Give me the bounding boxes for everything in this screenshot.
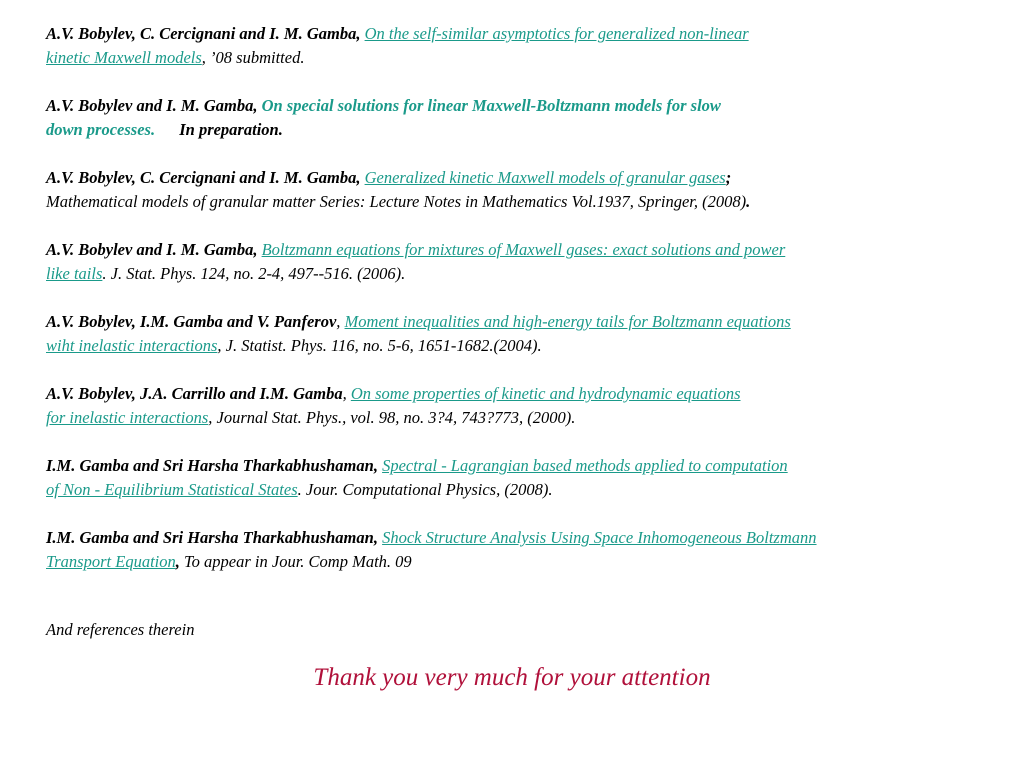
ref-authors: A.V. Bobylev, C. Cercignani and I. M. Gamba,	[46, 168, 361, 187]
ref-title-link[interactable]: Shock Structure Analysis Using Space Inhomogeneous Boltzmann	[382, 528, 817, 547]
ref-title-link-cont[interactable]: Transport Equation	[46, 552, 176, 571]
ref-title-link-cont[interactable]: wiht inelastic interactions	[46, 336, 218, 355]
ref-details: To appear in Jour. Comp Math. 09	[179, 552, 412, 571]
ref-details: , Journal Stat. Phys., vol. 98, no. 3?4, 743?773, (2000).	[208, 408, 576, 427]
ref-authors: A.V. Bobylev and I. M. Gamba,	[46, 240, 258, 259]
ref-details: . J. Stat. Phys. 124, no. 2-4, 497--516. (2006).	[102, 264, 406, 283]
ref-authors: A.V. Bobylev, C. Cercignani and I. M. Gamba,	[46, 24, 361, 43]
ref-separator: ,	[342, 384, 351, 403]
ref-details: Mathematical models of granular matter Series: Lecture Notes in Mathematics Vol.1937, Springer, (2008)	[46, 192, 747, 211]
ref-title-link[interactable]: On some properties of kinetic and hydrodynamic equations	[350, 384, 741, 403]
ref-details: , J. Statist. Phys. 116, no. 5-6, 1651-1682.(2004).	[217, 336, 542, 355]
reference-item	[46, 454, 1006, 502]
ref-title-link[interactable]: Spectral - Lagrangian based methods applied to computation	[382, 456, 788, 475]
ref-title-link-cont[interactable]: for inelastic interactions	[46, 408, 209, 427]
thank-you-message: Thank you very much for your attention	[313, 664, 711, 691]
reference-item	[46, 526, 1006, 574]
ref-separator: ;	[725, 168, 732, 187]
ref-separator: ,	[336, 312, 345, 331]
ref-authors: I.M. Gamba and Sri Harsha Tharkabhushaman,	[46, 528, 378, 547]
ref-details: . Jour. Computational Physics, (2008).	[297, 480, 553, 499]
ref-title-link-cont[interactable]: of Non - Equilibrium Statistical States	[46, 480, 298, 499]
reference-item	[46, 22, 1006, 70]
ref-title-link[interactable]: Generalized kinetic Maxwell models of granular gases	[364, 168, 726, 187]
reference-item	[46, 238, 1006, 286]
ref-authors: I.M. Gamba and Sri Harsha Tharkabhushaman,	[46, 456, 378, 475]
ref-authors: A.V. Bobylev and I. M. Gamba,	[46, 96, 258, 115]
reference-list	[46, 22, 1006, 598]
ref-title-link[interactable]: Boltzmann equations for mixtures of Maxwell gases: exact solutions and power	[261, 240, 786, 259]
ref-status: In preparation.	[179, 120, 283, 139]
ref-end-period: .	[746, 192, 751, 211]
ref-separator: ,	[175, 552, 180, 571]
ref-title: On special solutions for linear Maxwell-Boltzmann models for slow	[261, 96, 721, 115]
ref-title-link-cont[interactable]: kinetic Maxwell models	[46, 48, 202, 67]
closing-note: And references therein	[46, 620, 195, 639]
reference-item	[46, 166, 1006, 214]
ref-authors: A.V. Bobylev, I.M. Gamba and V. Panferov	[46, 312, 337, 331]
ref-title-cont: down processes.	[46, 120, 156, 139]
ref-details: , ’08 submitted.	[201, 48, 305, 67]
reference-item	[46, 382, 1006, 430]
reference-item	[46, 94, 1006, 142]
ref-title-link-cont[interactable]: like tails	[46, 264, 103, 283]
ref-title-link[interactable]: On the self-similar asymptotics for generalized non-linear	[364, 24, 749, 43]
ref-title-link[interactable]: Moment inequalities and high-energy tails for Boltzmann equations	[344, 312, 791, 331]
reference-item	[46, 310, 1006, 358]
ref-authors: A.V. Bobylev, J.A. Carrillo and I.M. Gamba	[46, 384, 343, 403]
